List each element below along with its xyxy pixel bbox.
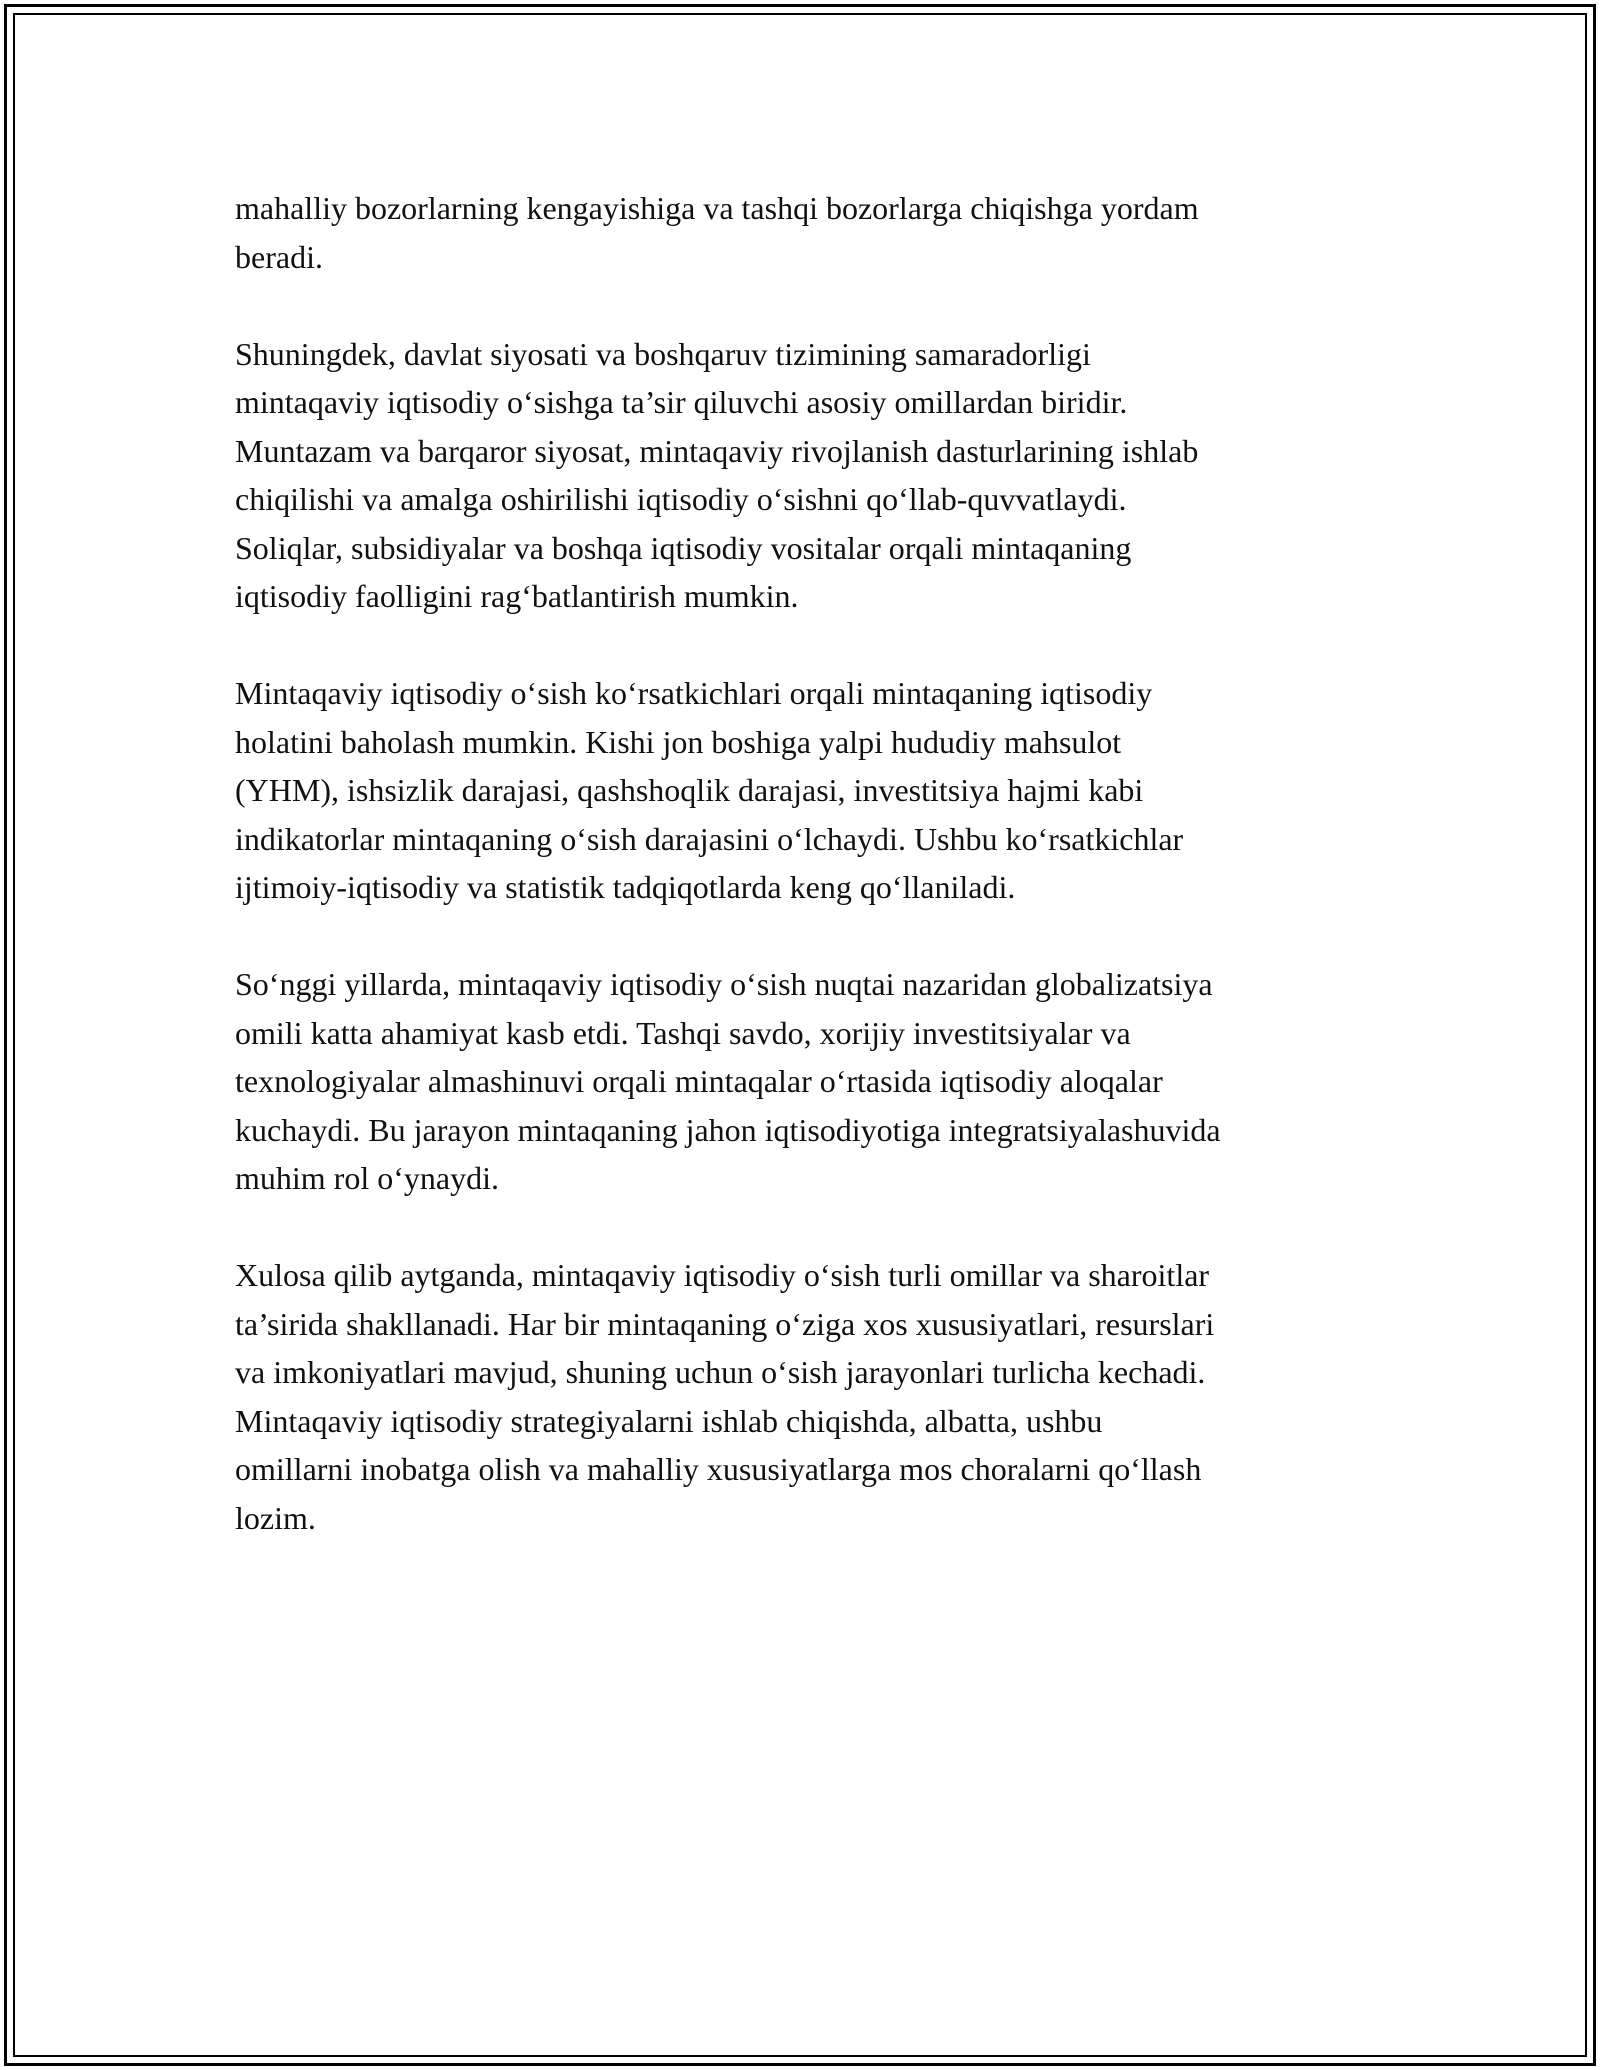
paragraph-4: So‘nggi yillarda, mintaqaviy iqtisodiy o‘sish nuqtai nazaridan globalizatsiya omili katta ahamiyat kasb etdi. Tashqi savdo, xorijiy investitsiyalar va texnologiyalar almashinuvi orqali mintaqalar o‘rtasida iqtisodiy aloqalar kuchaydi. Bu jarayon mintaqaning jahon iqtisodiyotiga integratsiyalashuvida muhim rol o‘ynaydi. — [235, 966, 1221, 1196]
paragraph-2: Shuningdek, davlat siyosati va boshqaruv tizimining samaradorligi mintaqaviy iqtisodiy o‘sishga ta’sir qiluvchi asosiy omillardan biridir. Muntazam va barqaror siyosat, mintaqaviy rivojlanish dasturlarining ishlab chiqilishi va amalga oshirilishi iqtisodiy o‘sishni qo‘llab-quvvatlaydi. Soliqlar, subsidiyalar va boshqa iqtisodiy vositalar orqali mintaqaning iqtisodiy faolligini rag‘batlantirish mumkin. — [235, 335, 1199, 614]
document-body — [235, 184, 1375, 1591]
paragraph-1: mahalliy bozorlarning kengayishiga va tashqi bozorlarga chiqishga yordam beradi. — [235, 190, 1199, 275]
paragraph-5: Xulosa qilib aytganda, mintaqaviy iqtisodiy o‘sish turli omillar va sharoitlar ta’sirida shakllanadi. Har bir mintaqaning o‘ziga xos xususiyatlari, resurslari va imkoniyatlari mavjud, shuning uchun o‘sish jarayonlari turlicha kechadi. Mintaqaviy iqtisodiy strategiyalarni ishlab chiqishda, albatta, ushbu omillarni inobatga olish va mahalliy xususiyatlarga mos choralarni qo‘llash lozim. — [235, 1257, 1215, 1536]
paragraph-3: Mintaqaviy iqtisodiy o‘sish ko‘rsatkichlari orqali mintaqaning iqtisodiy holatini baholash mumkin. Kishi jon boshiga yalpi hududiy mahsulot (YHM), ishsizlik darajasi, qashshoqlik darajasi, investitsiya hajmi kabi indikatorlar mintaqaning o‘sish darajasini o‘lchaydi. Ushbu ko‘rsatkichlar ijtimoiy-iqtisodiy va statistik tadqiqotlarda keng qo‘llaniladi. — [235, 675, 1184, 905]
